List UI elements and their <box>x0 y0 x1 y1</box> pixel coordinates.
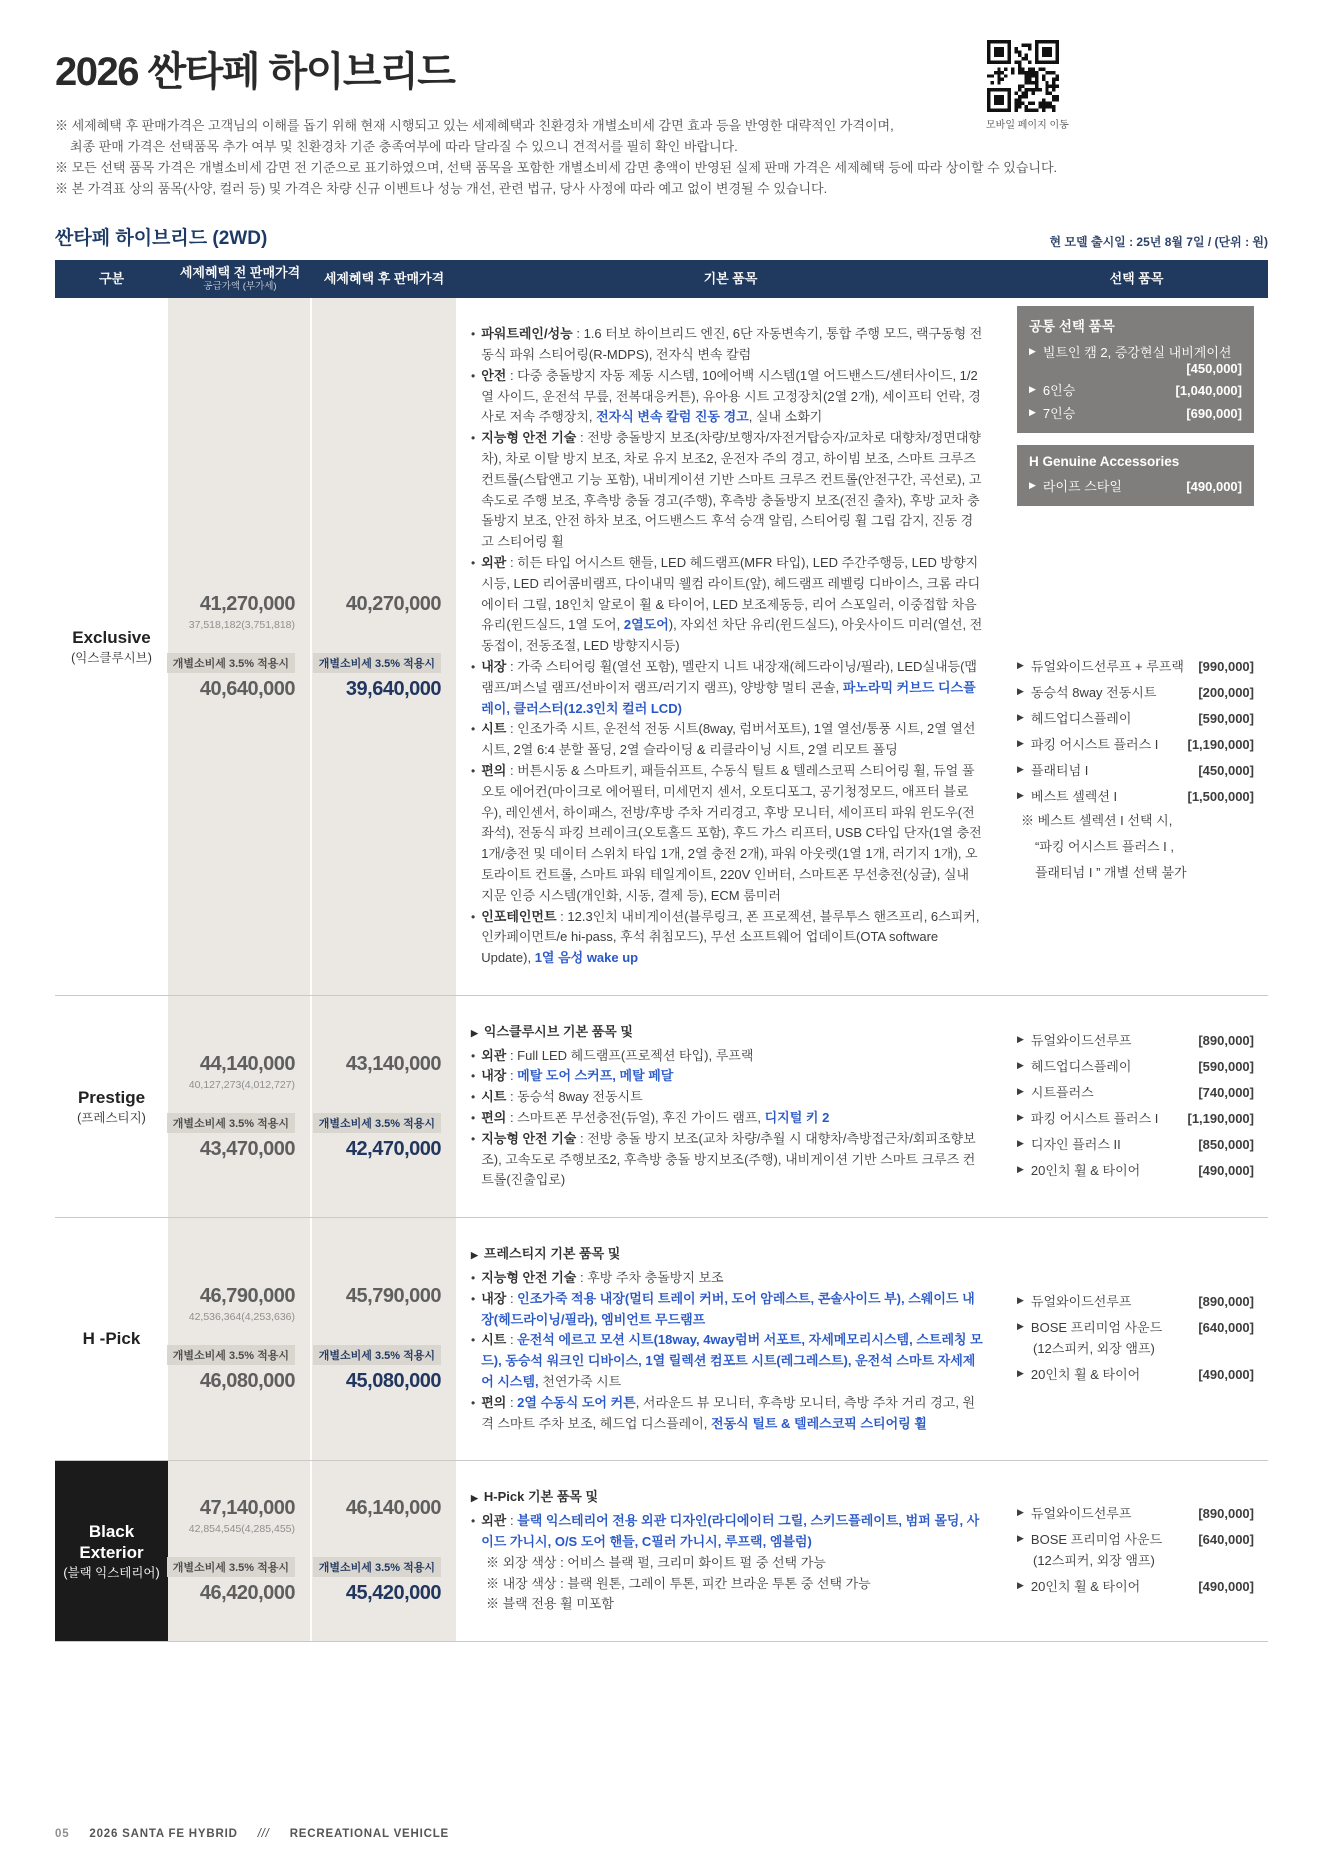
option-name: 20인치 휠 & 타이어 <box>1030 1163 1141 1179</box>
option-price: [450,000] <box>1198 763 1254 779</box>
disclaimer-line: 최종 판매 가격은 선택품목 추가 여부 및 친환경차 기준 충족여부에 따라 달라질 수 있으니 견적서를 필히 확인 바랍니다. <box>70 139 738 155</box>
qr-caption: 모바일 페이지 이동 <box>986 120 1069 131</box>
table-body <box>55 298 1268 1642</box>
option-item <box>1017 708 1254 727</box>
feature-ref-text: 프레스티지 기본 품목 및 <box>483 1246 621 1262</box>
option-item <box>1017 1160 1254 1179</box>
feature-item <box>471 1330 983 1392</box>
feature-ref-line <box>471 1487 983 1508</box>
price-main: 43,140,000 <box>345 1052 441 1075</box>
option-price: [490,000] <box>1198 1579 1254 1595</box>
feature-category-label: 내장 <box>481 658 507 674</box>
arrow-icon: ▶ <box>1017 686 1024 697</box>
price-main: 40,270,000 <box>345 592 441 615</box>
tax-applied-label: 개별소비세 3.5% 적용시 <box>313 1113 441 1133</box>
feature-text: 내장 : 인조가죽 적용 내장(멀티 트레이 커버, 도어 암레스트, 콘솔사이드 부), 스웨이드 내장(헤드라이닝/필라), 엠비언트 무드램프 <box>481 1290 975 1327</box>
feature-text: 외관 : 히든 타입 어시스트 핸들, LED 헤드램프(MFR 타입), LED 주간주행등, LED 방향지시등, LED 리어콤비램프, 다이내믹 웰컴 라이트(앞), 헤드램프 레벨링 디바이스, 크롬 라디에이터 그릴, 18인치 알로이 휠 & 타이어, LED 보조제동등, 리어 스포일러, 이중접합 차음유리(윈드실드, 1열 도어, 2열도어), 자외선 차단 유리(윈드실드), 아웃사이드 미러(열선, 전동접이, 전동조절, LED 방향지시등) <box>481 554 983 654</box>
option-name: 듀얼와이드선루프 <box>1030 1294 1132 1310</box>
option-price: [890,000] <box>1198 1506 1254 1522</box>
option-name: 파킹 어시스트 플러스 I <box>1030 1111 1159 1127</box>
feature-note: ※ 블랙 전용 휠 미포함 <box>486 1596 614 1612</box>
bullet-icon: • <box>471 1048 476 1063</box>
option-price: [1,500,000] <box>1187 789 1254 805</box>
option-name: 듀얼와이드선루프 + 루프랙 <box>1030 659 1184 675</box>
arrow-icon: ▶ <box>1017 1580 1024 1591</box>
option-item <box>1017 1082 1254 1101</box>
feature-category-label: 편의 <box>481 762 507 778</box>
option-price: [490,000] <box>1198 1367 1254 1383</box>
option-item <box>1017 1291 1254 1310</box>
feature-text: 외관 : 블랙 익스테리어 전용 외관 디자인(라디에이터 그릴, 스키드플레이트, 범퍼 몰딩, 사이드 가니시, O/S 도어 핸들, C필러 가니시, 루프랙, 엠블럼) <box>481 1513 980 1550</box>
feature-item <box>471 1129 983 1191</box>
bullet-icon: • <box>471 1111 476 1126</box>
price-table <box>55 260 1268 1642</box>
price-main: 47,140,000 <box>199 1497 295 1520</box>
option-item <box>1017 1030 1254 1049</box>
options-cell <box>1005 1218 1268 1460</box>
arrow-icon: ▶ <box>471 1250 478 1261</box>
option-price: [690,000] <box>1186 406 1242 422</box>
feature-category-label: 편의 <box>481 1394 507 1410</box>
arrow-icon: ▶ <box>1029 384 1036 395</box>
option-price: [200,000] <box>1198 685 1254 701</box>
option-price: [490,000] <box>1186 479 1242 495</box>
option-item <box>1017 786 1254 805</box>
option-item <box>1017 1576 1254 1595</box>
price-after-cell <box>312 298 456 995</box>
col-header-basics-label: 기본 품목 <box>703 271 758 287</box>
arrow-icon: ▶ <box>1017 1138 1024 1149</box>
col-header-options <box>1005 260 1268 298</box>
price-after-cell <box>312 1218 456 1460</box>
trim-row <box>55 1461 1268 1642</box>
trim-row <box>55 1218 1268 1461</box>
feature-category-label: 외관 <box>481 554 507 570</box>
arrow-icon: ▶ <box>1017 1295 1024 1306</box>
feature-item <box>471 761 983 907</box>
footer-category: RECREATIONAL VEHICLE <box>289 1828 450 1840</box>
option-price: [450,000] <box>1186 361 1242 377</box>
arrow-icon: ▶ <box>1017 1112 1024 1123</box>
options-cell <box>1005 1461 1268 1641</box>
price-main: 46,790,000 <box>199 1285 295 1308</box>
arrow-icon: ▶ <box>1017 764 1024 775</box>
price-tax-applied: 46,420,000 <box>199 1582 295 1605</box>
feature-item <box>471 1087 983 1108</box>
price-main: 45,790,000 <box>345 1285 441 1308</box>
feature-category-label: 안전 <box>481 367 507 383</box>
price-tax-applied: 45,080,000 <box>345 1370 441 1393</box>
feature-text: 지능형 안전 기술 : 전방 충돌 방지 보조(교차 차량/추월 시 대향차/측방접근차/회피조향보조), 고속도로 주행보조2, 후측방 충돌 방지보조(주행), 내비게이션 기반 스마트 크루즈 컨트롤(진출입로) <box>481 1130 976 1188</box>
price-after-cell <box>312 996 456 1217</box>
price-supply: 40,127,273(4,012,727) <box>188 1078 295 1091</box>
price-tax-applied: 40,640,000 <box>199 677 295 700</box>
bullet-icon: • <box>471 327 476 342</box>
section-title: 싼타페 하이브리드 (2WD) <box>55 228 268 250</box>
feature-item <box>471 428 983 553</box>
arrow-icon: ▶ <box>1017 1321 1024 1332</box>
option-name: 라이프 스타일 <box>1042 479 1122 495</box>
disclaimer-line: ※ 모든 선택 품목 가격은 개별소비세 감면 전 기준으로 표기하였으며, 선택 품목을 포함한 개별소비세 감면 총액이 반영된 실제 판매 가격은 세제혜택 등에 따라 상이할 수 있습니다. <box>55 160 1058 176</box>
arrow-icon: ▶ <box>1029 346 1036 357</box>
bullet-icon: • <box>471 659 476 674</box>
option-price: [850,000] <box>1198 1137 1254 1153</box>
trim-name: Prestige <box>77 1087 146 1107</box>
qr-code <box>987 40 1059 112</box>
col-header-price-before-label: 세제혜택 전 판매가격 <box>179 264 301 280</box>
col-header-price-before <box>168 260 312 298</box>
feature-category-label: 시트 <box>481 1089 507 1105</box>
tax-applied-label: 개별소비세 3.5% 적용시 <box>167 653 295 673</box>
feature-item <box>471 1511 983 1553</box>
basic-items-cell <box>456 298 1005 995</box>
option-item <box>1017 1134 1254 1153</box>
option-name: 빌트인 캠 2, 증강현실 내비게이션 <box>1042 345 1232 361</box>
col-header-options-label: 선택 품목 <box>1109 271 1164 287</box>
trim-row <box>55 298 1268 996</box>
bullet-icon: • <box>471 1271 476 1286</box>
option-group-box <box>1017 306 1254 433</box>
feature-category-label: 편의 <box>481 1110 507 1126</box>
option-name: 베스트 셀렉션 I <box>1030 789 1118 805</box>
bullet-icon: • <box>471 909 476 924</box>
price-supply: 42,854,545(4,285,455) <box>188 1523 295 1536</box>
option-name: 듀얼와이드선루프 <box>1030 1033 1132 1049</box>
feature-category-label: 외관 <box>481 1047 507 1063</box>
feature-category-label: 내장 <box>481 1290 507 1306</box>
footer-model-name: 2026 SANTA FE HYBRID <box>89 1828 238 1840</box>
bullet-icon: • <box>471 555 476 570</box>
price-tax-applied: 42,470,000 <box>345 1137 441 1160</box>
option-item <box>1017 1364 1254 1383</box>
option-name: 디자인 플러스 II <box>1030 1137 1121 1153</box>
feature-text: 외관 : Full LED 헤드램프(프로젝션 타입), 루프랙 <box>481 1047 754 1063</box>
option-item <box>1029 380 1242 399</box>
tax-applied-label: 개별소비세 3.5% 적용시 <box>167 1113 295 1133</box>
options-cell <box>1005 298 1268 995</box>
trim-sub-name: (익스클루시브) <box>71 651 152 666</box>
option-item <box>1017 734 1254 753</box>
option-name: 파킹 어시스트 플러스 I <box>1030 737 1159 753</box>
option-group-title: H Genuine Accessories <box>1029 454 1180 470</box>
option-item <box>1017 656 1254 675</box>
option-price: [890,000] <box>1198 1294 1254 1310</box>
col-header-price-after-label: 세제혜택 후 판매가격 <box>323 271 445 287</box>
price-supply: 42,536,364(4,253,636) <box>188 1311 295 1324</box>
feature-item <box>471 1108 983 1129</box>
option-name: 동승석 8way 전동시트 <box>1030 685 1157 701</box>
option-item <box>1017 1108 1254 1127</box>
feature-item <box>471 553 983 657</box>
price-before-cell <box>168 996 312 1217</box>
price-before-cell <box>168 1218 312 1460</box>
options-cell <box>1005 996 1268 1217</box>
basic-items-cell <box>456 996 1005 1217</box>
arrow-icon: ▶ <box>1017 1507 1024 1518</box>
option-list <box>1017 1503 1254 1595</box>
feature-category-label: 지능형 안전 기술 <box>481 430 577 446</box>
option-price: [990,000] <box>1198 659 1254 675</box>
option-sub-note: (12스피커, 외장 앰프) <box>1033 1341 1155 1357</box>
tax-applied-label: 개별소비세 3.5% 적용시 <box>313 1345 441 1365</box>
price-before-cell <box>168 1461 312 1641</box>
option-name: 시트플러스 <box>1030 1085 1094 1101</box>
option-price: [740,000] <box>1198 1085 1254 1101</box>
option-name: 듀얼와이드선루프 <box>1030 1506 1132 1522</box>
trim-sub-name: (프레스티지) <box>77 1111 146 1126</box>
feature-ref-text: 익스클루시브 기본 품목 및 <box>483 1023 633 1039</box>
option-item <box>1029 403 1242 422</box>
feature-category-label: 내장 <box>481 1068 507 1084</box>
trim-cell <box>55 996 168 1217</box>
bullet-icon: • <box>471 1514 476 1529</box>
col-header-basics <box>456 260 1005 298</box>
feature-item <box>471 657 983 719</box>
feature-text: 시트 : 인조가죽 시트, 운전석 전동 시트(8way, 럼버서포트), 1열 열선/통풍 시트, 2열 열선시트, 2열 6:4 분할 폴딩, 2열 슬라이딩 & 리클라이닝 시트, 2열 리모트 폴딩 <box>481 721 976 758</box>
arrow-icon: ▶ <box>1017 660 1024 671</box>
price-tax-applied: 46,080,000 <box>199 1370 295 1393</box>
option-item <box>1017 760 1254 779</box>
option-item <box>1017 1317 1254 1357</box>
feature-item <box>471 1393 983 1435</box>
trim-name: Exclusive <box>72 627 151 647</box>
price-tax-applied: 45,420,000 <box>345 1582 441 1605</box>
arrow-icon: ▶ <box>1017 1086 1024 1097</box>
feature-category-label: 외관 <box>481 1513 507 1529</box>
option-price: [640,000] <box>1198 1532 1254 1548</box>
feature-text: 편의 : 2열 수동식 도어 커튼, 서라운드 뷰 모니터, 후측방 모니터, 측방 주차 거리 경고, 원격 스마트 주차 보조, 헤드업 디스플레이, 전동식 틸트 & 텔레스코픽 스티어링 휠 <box>481 1394 976 1431</box>
option-name: BOSE 프리미엄 사운드 <box>1030 1320 1163 1336</box>
arrow-icon: ▶ <box>1017 1060 1024 1071</box>
trim-name: Black Exterior <box>79 1521 144 1563</box>
trim-cell <box>55 1218 168 1460</box>
arrow-icon: ▶ <box>1017 1164 1024 1175</box>
footer-divider: /// <box>257 1828 270 1840</box>
price-tax-applied: 39,640,000 <box>345 677 441 700</box>
arrow-icon: ▶ <box>1017 790 1024 801</box>
arrow-icon: ▶ <box>1029 480 1036 491</box>
feature-text: 시트 : 운전석 에르고 모션 시트(18way, 4way럼버 서포트, 자세메모리시스템, 스트레칭 모드), 동승석 워크인 디바이스, 1열 릴렉션 컴포트 시트(레그레스트), 운전석 스마트 자세제어 시스템, 천연가죽 시트 <box>481 1332 983 1390</box>
basic-items-cell <box>456 1461 1005 1641</box>
option-note: ※ 베스트 셀렉션 I 선택 시, <box>1021 813 1173 829</box>
feature-text: 편의 : 버튼시동 & 스마트키, 패들쉬프트, 수동식 틸트 & 텔레스코픽 스티어링 휠, 듀얼 풀오토 에어컨(마이크로 에어필터, 미세먼지 센서, 오토디포그, 공기청정모드, 애프터 블로우), 레인센서, 하이패스, 전방/후방 주차 거리경고, 후방 모니터, 세이프티 파워 윈도우(전좌석), 전동식 파킹 브레이크(오토홀드 포함), 후드 가스 리프터, USB C타입 단자(1열 충전 1개/충전 및 데이터 스위치 타입 1개, 2열 충전 2개), 파워 아웃렛(1열 1개, 러기지 1개), 오토라이트 컨트롤, 스마트 파워 테일게이트, 220V 인버터, 스마트폰 무선충전(싱글), 실내 지문 인증 시스템(개인화, 시동, 결제 등), ECM 룸미러 <box>481 762 982 903</box>
arrow-icon: ▶ <box>1017 1368 1024 1379</box>
trim-sub-name: (블랙 익스테리어) <box>63 1566 160 1581</box>
option-name: 6인승 <box>1042 383 1076 399</box>
feature-text: 파워트레인/성능 : 1.6 터보 하이브리드 엔진, 6단 자동변속기, 통합 주행 모드, 랙구동형 전동식 파워 스티어링(R-MDPS), 전자식 변속 칼럼 <box>481 326 983 362</box>
feature-text: 시트 : 동승석 8way 전동시트 <box>481 1089 643 1105</box>
price-before-cell <box>168 298 312 995</box>
feature-item <box>471 324 983 366</box>
bullet-icon: • <box>471 1069 476 1084</box>
trim-cell <box>55 1461 168 1641</box>
option-name: 20인치 휠 & 타이어 <box>1030 1367 1141 1383</box>
price-main: 41,270,000 <box>199 592 295 615</box>
feature-category-label: 지능형 안전 기술 <box>481 1270 577 1286</box>
option-price: [590,000] <box>1198 1059 1254 1075</box>
feature-note: ※ 외장 색상 : 어비스 블랙 펄, 크리미 화이트 펄 중 선택 가능 <box>486 1554 826 1570</box>
bullet-icon: • <box>471 431 476 446</box>
disclaimer-line: ※ 세제혜택 후 판매가격은 고객님의 이해를 돕기 위해 현재 시행되고 있는 세제혜택과 친환경차 개별소비세 감면 효과 등을 반영한 대략적인 가격이며, <box>55 118 894 133</box>
feature-item <box>471 1268 983 1289</box>
col-header-price-after <box>312 260 456 298</box>
option-item <box>1017 682 1254 701</box>
option-name: 헤드업디스플레이 <box>1030 711 1132 727</box>
page-title: 2026 싼타페 하이브리드 <box>55 50 455 94</box>
arrow-icon: ▶ <box>1017 712 1024 723</box>
feature-item <box>471 907 983 969</box>
option-name: BOSE 프리미엄 사운드 <box>1030 1532 1163 1548</box>
page-footer <box>55 1828 449 1840</box>
release-info: 현 모델 출시일 : 25년 8월 7일 / (단위 : 원) <box>1049 235 1268 250</box>
feature-category-label: 파워트레인/성능 <box>481 326 573 342</box>
tax-applied-label: 개별소비세 3.5% 적용시 <box>313 653 441 673</box>
feature-ref-line <box>471 1244 983 1265</box>
bullet-icon: • <box>471 368 476 383</box>
feature-text: 안전 : 다중 충돌방지 자동 제동 시스템, 10에어백 시스템(1열 어드밴스드/센터사이드, 1/2열 사이드, 운전석 무릎, 전복대응커튼), 유아용 시트 고정장치(2열 2개), 세이프티 언락, 경사로 저속 주행장치, 전자식 변속 칼럼 진동 경고, 실내 소화기 <box>481 367 981 425</box>
option-price: [590,000] <box>1198 711 1254 727</box>
feature-text: 내장 : 메탈 도어 스커프, 메탈 페달 <box>481 1068 674 1084</box>
table-header-row <box>55 260 1268 298</box>
feature-ref-text: H-Pick 기본 품목 및 <box>483 1489 599 1505</box>
option-name: 플래티넘 I <box>1030 763 1089 779</box>
feature-item <box>471 1046 983 1067</box>
option-name: 20인치 휠 & 타이어 <box>1030 1579 1141 1595</box>
tax-applied-label: 개별소비세 3.5% 적용시 <box>167 1557 295 1577</box>
arrow-icon: ▶ <box>471 1493 478 1504</box>
option-group-box <box>1017 445 1254 506</box>
feature-text: 인포테인먼트 : 12.3인치 내비게이션(블루링크, 폰 프로젝션, 블루투스 핸즈프리, 6스피커, 인카페이먼트/e hi-pass, 후석 취침모드), 무선 소프트웨어 업데이트(OTA software Update), 1열 음성 wake up <box>481 908 980 966</box>
feature-text: 지능형 안전 기술 : 후방 주차 충돌방지 보조 <box>481 1270 724 1286</box>
feature-text: 편의 : 스마트폰 무선충전(듀얼), 후진 가이드 램프, 디지털 키 2 <box>481 1110 830 1126</box>
bullet-icon: • <box>471 763 476 778</box>
option-item <box>1017 1056 1254 1075</box>
option-group-title: 공통 선택 품목 <box>1029 319 1115 335</box>
feature-note: ※ 내장 색상 : 블랙 원톤, 그레이 투톤, 피칸 브라운 투톤 중 선택 가능 <box>486 1575 871 1591</box>
option-price: [1,040,000] <box>1175 383 1242 399</box>
col-header-trim <box>55 260 168 298</box>
option-item <box>1017 1503 1254 1522</box>
option-item <box>1017 1529 1254 1569</box>
trim-name: H -Pick <box>82 1328 141 1348</box>
feature-category-label: 인포테인먼트 <box>481 908 557 924</box>
price-supply: 37,518,182(3,751,818) <box>188 618 295 631</box>
disclaimer-list <box>55 115 1268 199</box>
feature-ref-line <box>471 1022 983 1043</box>
option-price: [640,000] <box>1198 1320 1254 1336</box>
footer-page-number: 05 <box>55 1828 70 1840</box>
option-name: 7인승 <box>1042 406 1076 422</box>
option-price: [890,000] <box>1198 1033 1254 1049</box>
option-price: [1,190,000] <box>1187 737 1254 753</box>
option-note: “파킹 어시스트 플러스 I , <box>1035 839 1175 855</box>
bullet-icon: • <box>471 722 476 737</box>
col-header-trim-label: 구분 <box>98 271 125 287</box>
option-list <box>1017 1291 1254 1383</box>
option-item <box>1029 342 1242 376</box>
option-note: 플래티넘 I ” 개별 선택 불가 <box>1035 864 1187 880</box>
bullet-icon: • <box>471 1291 476 1306</box>
price-tax-applied: 43,470,000 <box>199 1137 295 1160</box>
disclaimer-line: ※ 본 가격표 상의 품목(사양, 컬러 등) 및 가격은 차량 신규 이벤트나 성능 개선, 관련 법규, 당사 사정에 따라 예고 없이 변경될 수 있습니다. <box>55 181 828 197</box>
arrow-icon: ▶ <box>1017 1034 1024 1045</box>
trim-row <box>55 996 1268 1218</box>
bullet-icon: • <box>471 1333 476 1348</box>
section-bar <box>55 223 1268 250</box>
feature-item <box>471 1289 983 1331</box>
trim-cell <box>55 298 168 995</box>
option-list <box>1017 656 1254 883</box>
tax-applied-label: 개별소비세 3.5% 적용시 <box>313 1557 441 1577</box>
feature-item <box>471 1066 983 1087</box>
price-main: 46,140,000 <box>345 1497 441 1520</box>
feature-category-label: 지능형 안전 기술 <box>481 1130 577 1146</box>
option-item <box>1029 476 1242 495</box>
feature-category-label: 시트 <box>481 1332 507 1348</box>
option-list <box>1017 1030 1254 1179</box>
feature-category-label: 시트 <box>481 721 507 737</box>
bullet-icon: • <box>471 1090 476 1105</box>
option-sub-note: (12스피커, 외장 앰프) <box>1033 1553 1155 1569</box>
basic-items-cell <box>456 1218 1005 1460</box>
feature-item <box>471 719 983 761</box>
tax-applied-label: 개별소비세 3.5% 적용시 <box>167 1345 295 1365</box>
price-after-cell <box>312 1461 456 1641</box>
feature-text: 내장 : 가죽 스티어링 휠(열선 포함), 멜란지 니트 내장재(헤드라이닝/필라), LED실내등(맵램프/퍼스널 램프/선바이저 램프/러기지 램프), 양방향 멀티 콘솔, 파노라믹 커브드 디스플레이, 클러스터(12.3인치 컬러 LCD) <box>481 658 977 716</box>
arrow-icon: ▶ <box>1017 1533 1024 1544</box>
bullet-icon: • <box>471 1395 476 1410</box>
arrow-icon: ▶ <box>1029 407 1036 418</box>
feature-text: 지능형 안전 기술 : 전방 충돌방지 보조(차량/보행자/자전거탑승자/교차로 대향차/정면대향차), 차로 이탈 방지 보조, 차로 유지 보조2, 운전자 주의 경고, 하이빔 보조, 스마트 크루즈 컨트롤(스탑앤고 기능 포함), 내비게이션 기반 스마트 크루즈 컨트롤(안전구간, 곡선로), 고속도로 주행 보조, 후측방 충돌 경고(주행), 후측방 충돌방지 보조(전진 출차), 후방 교차 충돌방지 보조, 안전 하차 보조, 어드밴스드 후석 승객 알림, 스티어링 휠 그립 감지, 진동 경고 스티어링 휠 <box>481 430 982 550</box>
arrow-icon: ▶ <box>471 1027 478 1038</box>
arrow-icon: ▶ <box>1017 738 1024 749</box>
option-price: [1,190,000] <box>1187 1111 1254 1127</box>
option-name: 헤드업디스플레이 <box>1030 1059 1132 1075</box>
feature-item <box>471 366 983 428</box>
qr-block <box>986 40 1069 131</box>
col-header-price-before-sub: 공급가액 (부가세) <box>203 281 277 293</box>
option-price: [490,000] <box>1198 1163 1254 1179</box>
price-main: 44,140,000 <box>199 1052 295 1075</box>
bullet-icon: • <box>471 1131 476 1146</box>
